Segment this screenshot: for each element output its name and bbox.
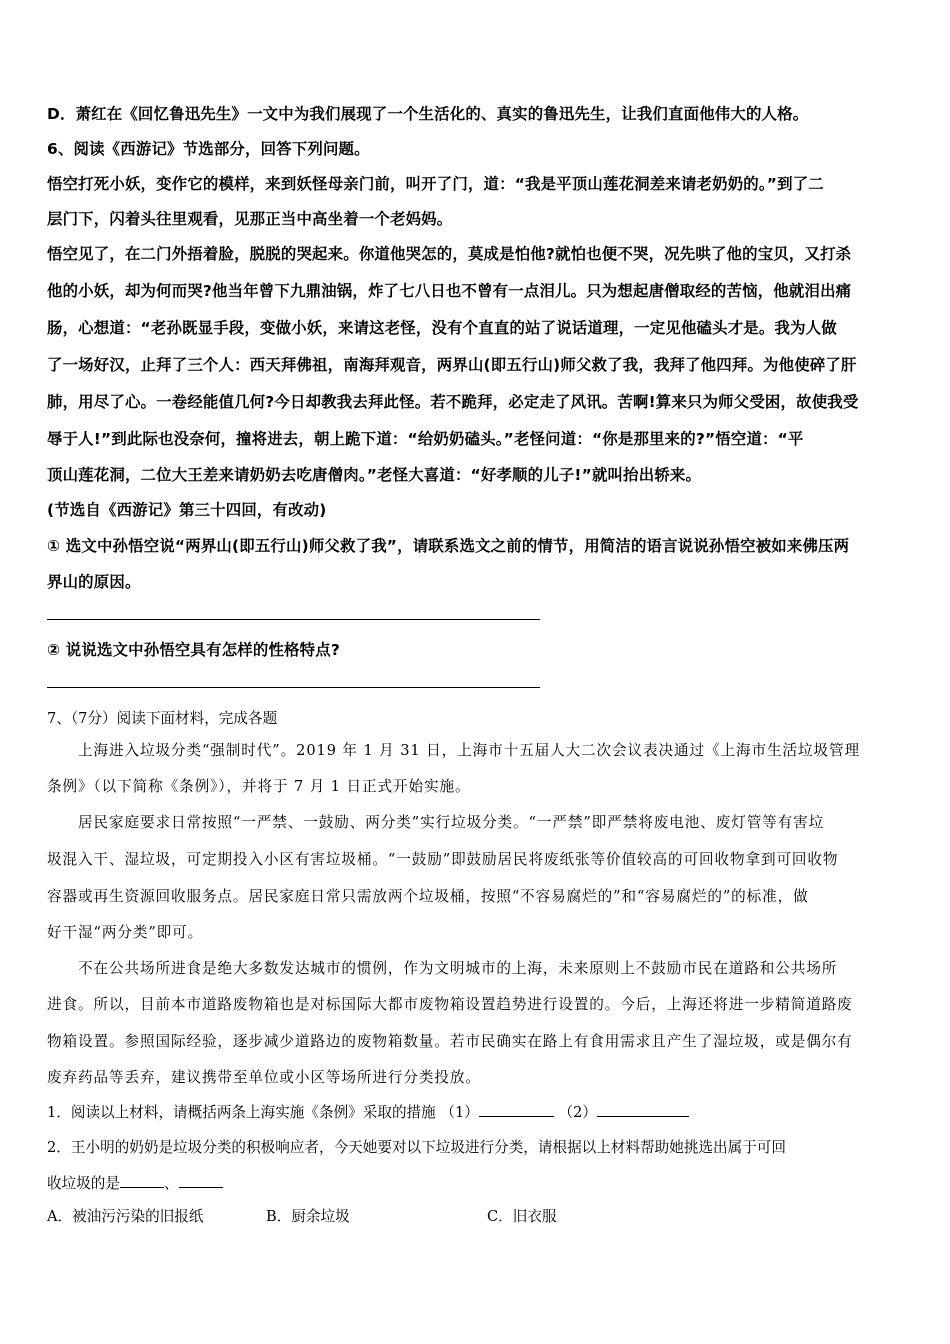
q5-option-d: D．萧红在《回忆鲁迅先生》一文中为我们展现了一个生活化的、真实的鲁迅先生，让我们直面他伟大的人格。	[47, 105, 809, 123]
q6-source: (节选自《西游记》第三十四回，有改动)	[47, 501, 327, 519]
q6-passage-line: 辱于人!”到此际也没奈何，撞将进去，朝上跪下道：“给奶奶磕头。”老怪问道：“你是那里来的?”悟空道：“平	[47, 430, 804, 448]
q6-passage-line: 顶山莲花洞，二位大王差来请奶奶去吃唐僧肉。”老怪大喜道：“好孝顺的儿子!”就叫抬出轿来。	[47, 466, 702, 484]
q6-passage-line: 他的小妖，却为何而哭?他当年曾下九鼎油锅，炸了七八日也不曾有一点泪儿。只为想起唐僧取经的苦恼，他就泪出痛	[47, 282, 852, 300]
q6-passage-line: 肺，用尽了心。一卷经能值几何?今日却教我去拜此怪。若不跪拜，必定走了风讯。苦啊!算来只为师父受困，故使我受	[47, 393, 859, 411]
q7-sub2-blank1[interactable]	[120, 1173, 164, 1188]
q6-passage-line: 悟空打死小妖，变作它的模样，来到妖怪母亲门前，叫开了门，道：“我是平顶山莲花洞差来请老奶奶的。”到了二	[47, 175, 824, 193]
q7-para3-line: 物箱设置。参照国际经验，逐步减少道路边的废物箱数量。若市民确实在路上有食用需求且产生了湿垃圾，或是偶尔有	[47, 1033, 853, 1050]
q7-para2-line: 好干湿“两分类”即可。	[47, 924, 204, 941]
q7-sub2-line2	[47, 1172, 223, 1193]
q7-sub1-blank2-label: （2）	[558, 1104, 597, 1121]
q6-heading: 6、阅读《西游记》节选部分，回答下列问题。	[47, 140, 370, 158]
q7-sub2-prefix: 收垃圾的是	[47, 1175, 120, 1192]
q7-para3-line: 进食。所以，目前本市道路废物箱也是对标国际大都市废物箱设置趋势进行设置的。今后，上海还将进一步精简道路废	[47, 996, 853, 1013]
q7-sub1-blank2[interactable]	[597, 1102, 689, 1117]
q6-sub2-answer-line[interactable]	[47, 687, 540, 688]
q6-sub1-line: ① 选文中孙悟空说“两界山(即五行山)师父救了我”，请联系选文之前的情节，用简洁的语言说说孙悟空被如来佛压两	[47, 537, 850, 555]
q6-passage-line: 悟空见了，在二门外捂着脸，脱脱的哭起来。你道他哭怎的，莫成是怕他?就怕也便不哭，况先哄了他的宝贝，又打杀	[47, 245, 852, 263]
q6-sub2: ② 说说选文中孙悟空具有怎样的性格特点?	[47, 641, 340, 659]
q6-passage-line: 肠，心想道：“老孙既显手段，变做小妖，来请这老怪，没有个直直的站了说话道理，一定见他磕头才是。我为人做	[47, 319, 837, 337]
q6-sub1-answer-line[interactable]	[47, 619, 540, 620]
q7-sub2-line1: 2．王小明的奶奶是垃圾分类的积极响应者，今天她要对以下垃圾进行分类，请根据以上材料帮助她挑选出属于可回	[47, 1139, 786, 1156]
q7-heading: 7、（7分）阅读下面材料，完成各题	[47, 710, 278, 727]
q7-sub2-blank2[interactable]	[179, 1173, 223, 1188]
q7-para3-line: 废弃药品等丢弃，建议携带至单位或小区等场所进行分类投放。	[47, 1069, 481, 1086]
q6-passage-line: 层门下，闪着头往里观看，见那正当中高坐着一个老妈妈。	[47, 210, 453, 228]
q7-sub2-separator: 、	[163, 1175, 179, 1192]
q7-sub1	[47, 1101, 689, 1122]
q7-sub1-text: 1．阅读以上材料，请概括两条上海实施《条例》采取的措施	[47, 1104, 436, 1121]
q7-para2-line: 居民家庭要求日常按照“一严禁、一鼓励、两分类”实行垃圾分类。“一严禁”即严禁将废电池、废灯管等有害垃	[78, 814, 825, 831]
q7-para1-line: 上海进入垃圾分类“强制时代”。2019 年 1 月 31 日，上海市十五届人大二次会议表决通过《上海市生活垃圾管理	[78, 742, 860, 759]
q7-para1-line: 条例》（以下简称《条例》），并将于 7 月 1 日正式开始实施。	[47, 778, 471, 795]
q7-sub1-blank1[interactable]	[479, 1102, 554, 1117]
q6-passage-line: 了一场好汉，止拜了三个人：西天拜佛祖，南海拜观音，两界山(即五行山)师父救了我，我拜了他四拜。为他使碎了肝	[47, 356, 857, 374]
q7-para2-line: 容器或再生资源回收服务点。居民家庭日常只需放两个垃圾桶，按照“不容易腐烂的”和“容易腐烂的”的标准，做	[47, 888, 809, 905]
q7-sub1-blank1-label: （1）	[440, 1104, 479, 1121]
q7-option-a[interactable]: A．被油污污染的旧报纸	[47, 1208, 204, 1225]
q7-option-b[interactable]: B．厨余垃圾	[266, 1208, 350, 1225]
q7-para3-line: 不在公共场所进食是绝大多数发达城市的惯例，作为文明城市的上海，未来原则上不鼓励市民在道路和公共场所	[78, 960, 838, 977]
q7-option-c[interactable]: C．旧衣服	[487, 1208, 557, 1225]
q7-para2-line: 圾混入干、湿垃圾，可定期投入小区有害垃圾桶。“一鼓励”即鼓励居民将废纸张等价值较高的可回收物拿到可回收物	[47, 851, 839, 868]
q6-sub1-line: 界山的原因。	[47, 573, 141, 591]
